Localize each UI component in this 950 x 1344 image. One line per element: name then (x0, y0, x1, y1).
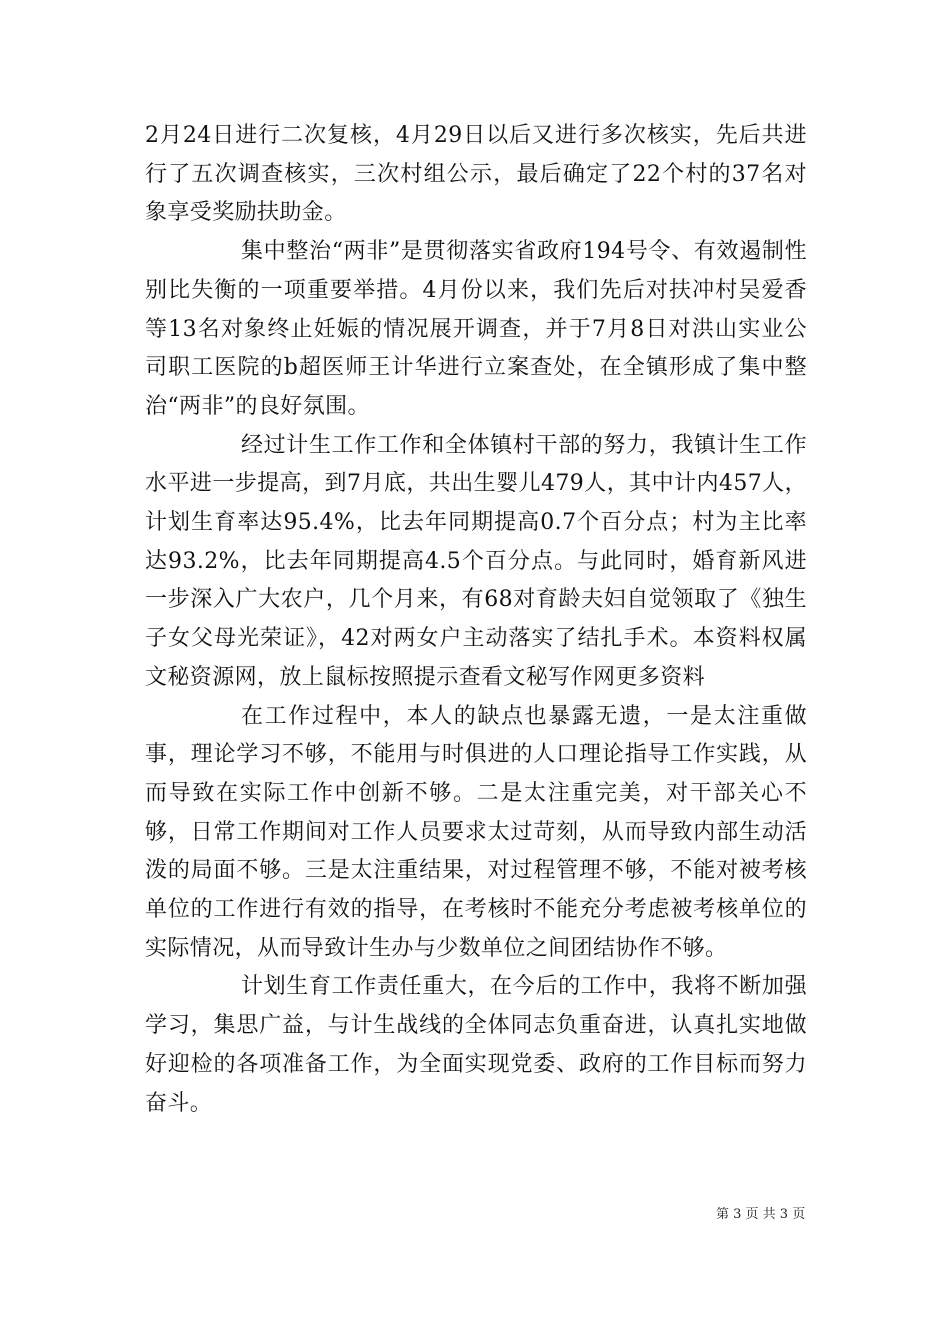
paragraph-3: 经过计生工作工作和全体镇村干部的努力，我镇计生工作水平进一步提高，到7月底，共出生婴儿479人，其中计内457人，计划生育率达95.4%，比去年同期提高0.7个百分点；村为主比率达93.2%，比去年同期提高4.5个百分点。与此同时，婚育新风进一步深入广大农户，几个月来，有68对育龄夫妇自觉领取了《独生子女父母光荣证》，42对两女户主动落实了结扎手术。本资料权属文秘资源网，放上鼠标按照提示查看文秘写作网更多资料 (145, 432, 807, 690)
paragraph-1: 2月24日进行二次复核，4月29日以后又进行多次核实，先后共进行了五次调查核实，三次村组公示，最后确定了22个村的37名对象享受奖励扶助金。 (145, 123, 807, 226)
paragraph-5: 计划生育工作责任重大，在今后的工作中，我将不断加强学习，集思广益，与计生战线的全体同志负重奋进，认真扎实地做好迎检的各项准备工作，为全面实现党委、政府的工作目标而努力奋斗。 (145, 974, 807, 1116)
paragraph-4: 在工作过程中，本人的缺点也暴露无遗，一是太注重做事，理论学习不够，不能用与时俱进的人口理论指导工作实践，从而导致在实际工作中创新不够。二是太注重完美，对干部关心不够，日常工作期间对工作人员要求太过苛刻，从而导致内部生动活泼的局面不够。三是太注重结果，对过程管理不够，不能对被考核单位的工作进行有效的指导，在考核时不能充分考虑被考核单位的实际情况，从而导致计生办与少数单位之间团结协作不够。 (145, 703, 807, 961)
paragraph-2: 集中整治“两非”是贯彻落实省政府194号令、有效遏制性别比失衡的一项重要举措。4月份以来，我们先后对扶冲村吴爱香等13名对象终止妊娠的情况展开调查，并于7月8日对洪山实业公司职工医院的b超医师王计华进行立案查处，在全镇形成了集中整治“两非”的良好氛围。 (145, 239, 807, 419)
document-body (145, 117, 807, 1123)
page-number: 第 3 页 共 3 页 (716, 1207, 806, 1222)
